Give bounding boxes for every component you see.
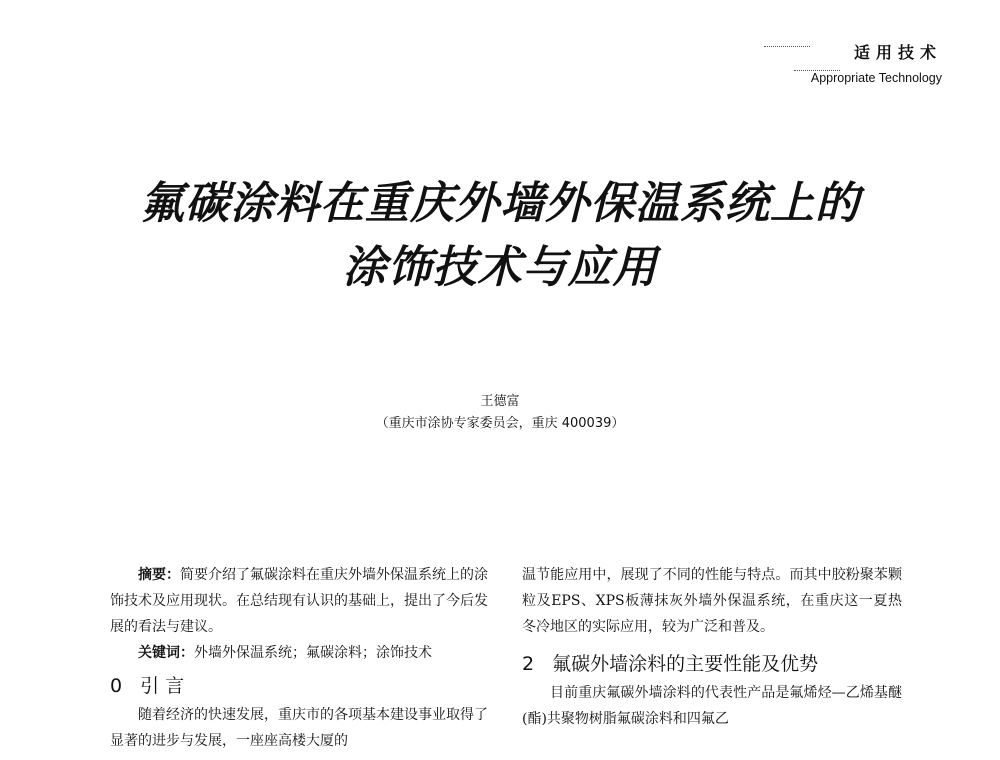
keywords: [110, 640, 488, 666]
article-title: [0, 172, 1000, 300]
abstract: [110, 562, 488, 640]
keywords-text: 外墙外保温系统；氟碳涂料；涂饰技术: [194, 645, 432, 661]
abstract-label: 摘要：: [138, 567, 180, 583]
author-name: 王德富: [480, 394, 520, 409]
section-0-heading: [110, 672, 488, 700]
section-2-title: 氟碳外墙涂料的主要性能及优势: [552, 653, 819, 675]
section-name-cn: 适用技术: [853, 43, 942, 62]
section-0-number: 0: [110, 675, 123, 697]
left-column: [110, 562, 488, 754]
author-affiliation: （重庆市涂协专家委员会，重庆 400039）: [375, 416, 625, 431]
keywords-label: 关键词：: [138, 645, 194, 661]
section-2-body: 目前重庆氟碳外墙涂料的代表性产品是氟烯烃—乙烯基醚(酯)共聚物树脂氟碳涂料和四氟乙: [522, 685, 902, 727]
title-line-1: 氟碳涂料在重庆外墙外保温系统上的: [140, 178, 860, 229]
header-divider-top: [764, 46, 810, 47]
section-0-title: 引 言: [140, 675, 185, 697]
section-0-body: 随着经济的快速发展，重庆市的各项基本建设事业取得了显著的进步与发展，一座座高楼大厦的: [110, 707, 488, 749]
section-name-en: Appropriate Technology: [810, 71, 942, 85]
section-2-heading: [522, 650, 902, 678]
title-line-2: 涂饰技术与应用: [342, 242, 658, 293]
abstract-text: 简要介绍了氟碳涂料在重庆外墙外保温系统上的涂饰技术及应用现状。在总结现有认识的基础上，提出了今后发展的看法与建议。: [110, 567, 488, 635]
journal-section-header: [811, 40, 942, 85]
section-2-number: 2: [522, 653, 535, 675]
header-divider-bottom: [794, 70, 840, 71]
body-paragraph: 温节能应用中，展现了不同的性能与特点。而其中胶粉聚苯颗粒及EPS、XPS板薄抹灰外墙外保温系统，在重庆这一夏热冬冷地区的实际应用，较为广泛和普及。: [522, 567, 902, 635]
right-column: [522, 562, 902, 732]
